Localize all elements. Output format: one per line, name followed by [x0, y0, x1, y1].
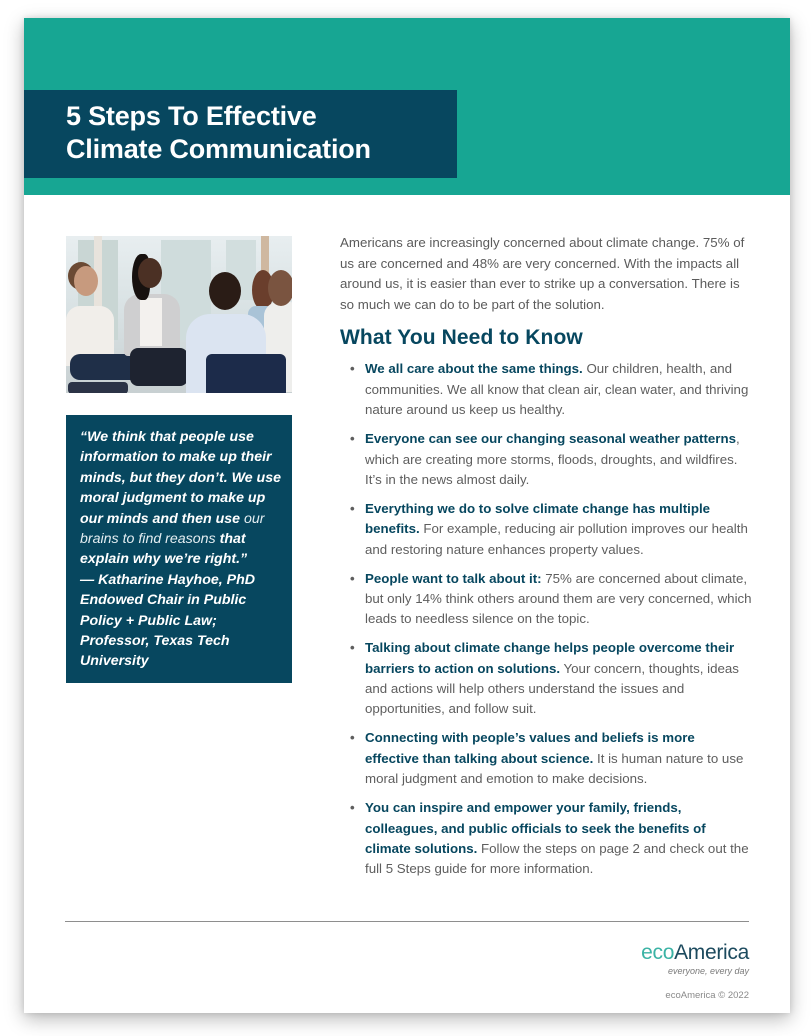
bullet-icon: •	[350, 570, 355, 586]
quote-box	[66, 415, 292, 683]
bullet-icon: •	[350, 800, 355, 816]
bullet-lead: Everything we do to solve climate change has multiple benefits.	[365, 500, 711, 537]
list-item	[340, 638, 752, 720]
title-line-2: Climate Communication	[66, 134, 371, 164]
bullet-icon: •	[350, 431, 355, 447]
title-box	[24, 90, 457, 178]
bullet-icon: •	[350, 361, 355, 377]
bullet-lead: People want to talk about it:	[365, 570, 542, 586]
main-column	[340, 233, 752, 888]
key-points-list	[340, 359, 752, 879]
group-conversation-photo	[66, 236, 292, 393]
section-heading: What You Need to Know	[340, 326, 583, 350]
list-item	[340, 429, 752, 490]
logo-america: America	[674, 941, 749, 964]
bullet-lead: You can inspire and empower your family, friends, colleagues, and public officials to seek the benefits of climate solutions.	[365, 800, 706, 856]
bullet-icon: •	[350, 640, 355, 656]
list-item	[340, 569, 752, 630]
quote-attribution: — Katharine Hayhoe, PhD Endowed Chair in Public Policy + Public Law; Professor, Texas Tech University	[80, 571, 256, 670]
bullet-body: 75% are concerned about climate, but only 14% think others around them are very concerned, which leads to needless silence on the topic.	[365, 570, 752, 627]
intro-paragraph: Americans are increasingly concerned about climate change. 75% of us are concerned and 48% are very concerned. With the impacts all around us, it is easier than ever to strike up a conversation. There is so much we can do to be part of the solution.	[340, 235, 745, 312]
bullet-lead: Talking about climate change helps people overcome their barriers to action on solutions.	[365, 640, 735, 676]
logo-wordmark	[641, 941, 749, 965]
footer-divider	[65, 921, 749, 922]
list-item	[340, 359, 752, 420]
bullet-icon: •	[350, 730, 355, 746]
quote-part-1: “We think that people use information to make up their minds, but they don’t. We use moral judgment to make up our minds and then use	[80, 429, 281, 527]
bullet-lead: We all care about the same things.	[365, 361, 583, 377]
copyright-text: ecoAmerica © 2022	[665, 990, 749, 1001]
logo-eco: eco	[641, 941, 675, 964]
document-page	[24, 18, 790, 1013]
bullet-body: For example, reducing air pollution improves our health and restoring nature enhances property values.	[365, 521, 748, 557]
quote-text	[80, 427, 285, 672]
list-item	[340, 728, 752, 789]
page-title	[66, 100, 371, 166]
bullet-body: Follow the steps on page 2 and check out the full 5 Steps guide for more information.	[365, 840, 749, 877]
bullet-body: , which are creating more storms, floods, droughts, and wildfires. It’s in the news almost daily.	[365, 431, 740, 487]
bullet-icon: •	[350, 500, 355, 516]
bullet-body: Our children, health, and communities. We all know that clean air, clean water, and thriving nature around us keep us healthy.	[365, 361, 749, 418]
bullet-body: It is human nature to use moral judgment and emotion to make decisions.	[365, 750, 744, 787]
list-item	[340, 499, 752, 560]
bullet-lead: Connecting with people’s values and beliefs is more effective than talking about science.	[365, 730, 695, 766]
quote-part-light: our brains to find reasons	[80, 510, 265, 548]
bullet-lead: Everyone can see our changing seasonal weather patterns	[365, 431, 736, 447]
ecoamerica-logo	[641, 941, 749, 976]
quote-part-2: that explain why we’re right.”	[80, 531, 248, 568]
title-line-1: 5 Steps To Effective	[66, 101, 317, 131]
bullet-body: Your concern, thoughts, ideas and actions will help others understand the issues and opportunities, and follow suit.	[365, 660, 739, 717]
list-item	[340, 798, 752, 880]
logo-tagline: everyone, every day	[667, 966, 749, 976]
